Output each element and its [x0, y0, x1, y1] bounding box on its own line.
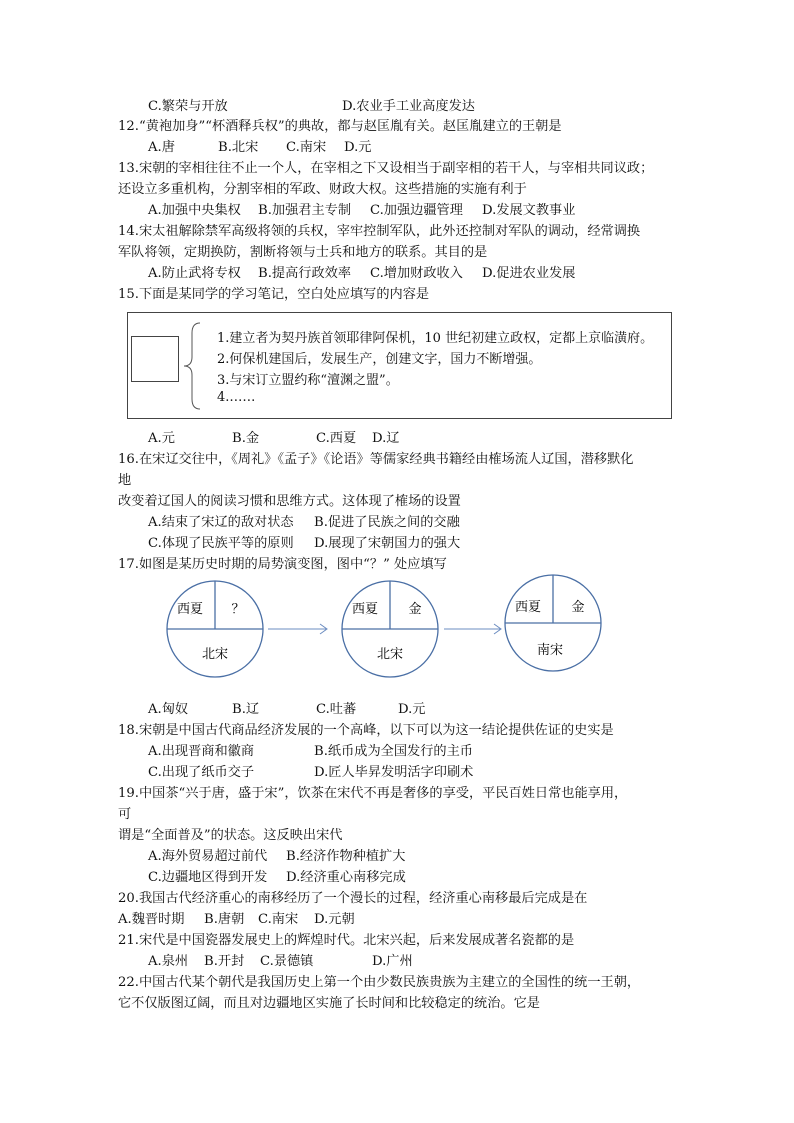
q16-stem-line2: 地 — [118, 473, 132, 488]
q17-option-b: B.辽 — [232, 702, 260, 717]
q15-option-a: A.元 — [148, 431, 175, 446]
q16-stem-line3: 改变着辽国人的阅读习惯和思维方式。这体现了榷场的设置 — [118, 494, 461, 509]
q19-option-d: D.经济重心南移完成 — [286, 870, 406, 885]
q20-option-c: C.南宋 — [258, 912, 299, 927]
circle2-top-right: 金 — [408, 602, 422, 617]
q15-option-c: C.西夏 — [316, 431, 357, 446]
diagram-circle-3 — [505, 575, 601, 671]
q17-option-d: D.元 — [398, 702, 426, 717]
q12-option-b: B.北宋 — [218, 140, 259, 155]
q12-stem: 12.“黄袍加身”“杯酒释兵权”的典故，都与赵匡胤有关。赵匡胤建立的王朝是 — [118, 119, 562, 134]
q15-stem: 15.下面是某同学的学习笔记，空白处应填写的内容是 — [118, 287, 430, 302]
diagram-circle-2 — [342, 581, 438, 677]
note-line-4: 4.…… — [217, 390, 256, 405]
q16-option-d: D.展现了宋朝国力的强大 — [314, 536, 461, 551]
q14-option-a: A.防止武将专权 — [148, 266, 241, 281]
q20-option-d: D.元朝 — [314, 912, 355, 927]
q17-option-c: C.吐蕃 — [316, 702, 357, 717]
q21-option-b: B.开封 — [204, 954, 245, 969]
q14-stem-line1: 14.宋太祖解除禁军高级将领的兵权，宰牢控制军队，此外还控制对军队的调动，经常调换 — [118, 224, 641, 239]
q12-option-a: A.唐 — [148, 140, 175, 155]
circle2-bottom: 北宋 — [376, 647, 404, 662]
circle3-top-right: 金 — [571, 600, 585, 615]
q17-option-a: A.匈奴 — [148, 702, 189, 717]
q20-stem: 20.我国古代经济重心的南移经历了一个漫长的过程，经济重心南移最后完成是在 — [118, 891, 588, 906]
note-line-2: 2.何保机建国后，发展生产，创建文字，国力不断增强。 — [217, 352, 542, 367]
circle1-top-right: ？ — [231, 602, 245, 617]
q18-option-c: C.出现了纸币交子 — [148, 765, 255, 780]
q20-option-a: A.魏晋时期 — [118, 912, 185, 927]
arrow-icon — [444, 624, 501, 634]
q14-option-b: B.提高行政效率 — [258, 266, 352, 281]
q14-option-d: D.促进农业发展 — [482, 266, 576, 281]
q18-option-d: D.匠人毕昇发明活字印刷术 — [314, 765, 474, 780]
study-note-box — [127, 312, 672, 419]
q15-option-b: B.金 — [232, 431, 260, 446]
answer-blank-box — [131, 336, 179, 382]
q21-option-d: D.广州 — [372, 954, 413, 969]
q17-stem: 17.如图是某历史时期的局势演变图，图中“？” 处应填写 — [118, 557, 447, 572]
note-line-1: 1.建立者为契丹族首领耶律阿保机，10 世纪初建立政权，定都上京临潢府。 — [217, 331, 654, 346]
q19-option-c: C.边疆地区得到开发 — [148, 870, 268, 885]
q11-option-d: D.农业手工业高度发达 — [342, 99, 475, 114]
q13-option-c: C.加强边疆管理 — [370, 203, 463, 218]
circle3-top-left: 西夏 — [514, 600, 542, 615]
situation-evolution-diagram — [150, 570, 620, 692]
circle2-top-left: 西夏 — [351, 602, 379, 617]
q18-stem: 18.宋朝是中国古代商品经济发展的一个高峰，以下可以为这一结论提供佐证的史实是 — [118, 723, 614, 738]
q21-stem: 21.宋代是中国瓷器发展史上的辉煌时代。北宋兴起，后来发展成著名瓷都的是 — [118, 933, 575, 948]
q16-option-a: A.结束了宋辽的敌对状态 — [148, 515, 294, 530]
q11-option-c: C.繁荣与开放 — [148, 99, 228, 114]
diagram-circle-1 — [167, 581, 263, 677]
q13-option-b: B.加强君主专制 — [258, 203, 352, 218]
q15-option-d: D.辽 — [372, 431, 400, 446]
q12-option-c: C.南宋 — [286, 140, 327, 155]
q21-option-c: C.景德镇 — [260, 954, 314, 969]
q22-stem-line1: 22.中国古代某个朝代是我国历史上第一个由少数民族贵族为主建立的全国性的统一王朝， — [118, 975, 641, 990]
q20-option-b: B.唐朝 — [204, 912, 245, 927]
q13-option-d: D.发展文教事业 — [482, 203, 576, 218]
q12-option-d: D.元 — [344, 140, 372, 155]
q16-option-c: C.体现了民族平等的原则 — [148, 536, 294, 551]
q16-stem-line1: 16.在宋辽交往中，《周礼》《孟子》《论语》等儒家经典书籍经由榷场流人辽国，潜移默化 — [118, 452, 634, 467]
q18-option-a: A.出现晋商和徽商 — [148, 744, 255, 759]
circle3-bottom: 南宋 — [536, 643, 564, 658]
q19-option-a: A.海外贸易超过前代 — [148, 849, 268, 864]
q18-option-b: B.纸币成为全国发行的主币 — [314, 744, 473, 759]
q19-stem-line1: 19.中国茶“兴于唐，盛于宋”，饮茶在宋代不再是奢侈的享受，平民百姓日常也能享用， — [118, 786, 628, 801]
q21-option-a: A.泉州 — [148, 954, 189, 969]
q19-stem-line3: 谓是“全面普及”的状态。这反映出宋代 — [118, 828, 343, 843]
q13-option-a: A.加强中央集权 — [148, 203, 241, 218]
q13-stem-line2: 还设立多重机构，分割宰相的军政、财政大权。这些措施的实施有利于 — [118, 182, 527, 197]
circle1-top-left: 西夏 — [176, 602, 204, 617]
q19-option-b: B.经济作物种植扩大 — [286, 849, 406, 864]
q22-stem-line2: 它不仅版图辽阔，而且对边疆地区实施了长时间和比较稳定的统治。它是 — [118, 996, 540, 1011]
brace-icon — [180, 321, 204, 411]
q13-stem-line1: 13.宋朝的宰相往往不止一个人，在宰相之下又设相当于副宰相的若干人，与宰相共同议政； — [118, 161, 654, 176]
q19-stem-line2: 可 — [118, 807, 132, 822]
note-line-3: 3.与宋订立盟约称“澶渊之盟”。 — [217, 373, 399, 388]
arrow-icon — [268, 624, 327, 634]
q16-option-b: B.促进了民族之间的交融 — [314, 515, 460, 530]
circle1-bottom: 北宋 — [201, 647, 229, 662]
q14-stem-line2: 军队将领，定期换防，割断将领与士兵和地方的联系。其目的是 — [118, 245, 488, 260]
q14-option-c: C.增加财政收入 — [370, 266, 463, 281]
